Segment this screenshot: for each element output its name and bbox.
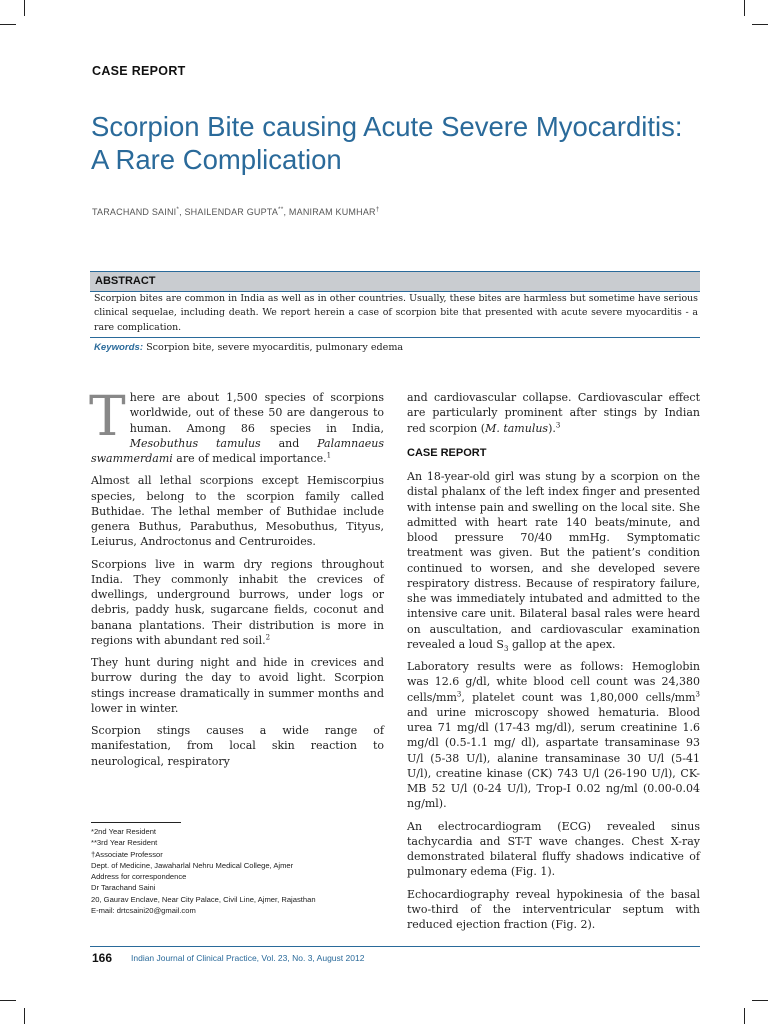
paragraph bbox=[407, 469, 700, 652]
crop-mark bbox=[0, 24, 16, 25]
text-run: , platelet count was 1,80,000 cells/mm bbox=[461, 690, 696, 704]
superscript: 3 bbox=[456, 689, 462, 698]
paragraph bbox=[407, 390, 700, 436]
crop-mark bbox=[752, 24, 768, 25]
author-name: SHAILENDAR GUPTA bbox=[184, 207, 279, 217]
left-column bbox=[89, 384, 384, 776]
journal-citation: Indian Journal of Clinical Practice, Vol. 23, No. 3, August 2012 bbox=[131, 953, 365, 963]
crop-mark bbox=[24, 0, 25, 16]
footnote-line: E-mail: drtcsaini20@gmail.com bbox=[91, 906, 196, 916]
paragraph bbox=[89, 384, 384, 466]
crop-mark bbox=[0, 1000, 16, 1001]
author-mark: ** bbox=[278, 206, 284, 213]
crop-mark bbox=[752, 1000, 768, 1001]
text-run: here are about 1,500 species of scorpions worldwide, out of these 50 are dangerous to human. Among 86 species in India, bbox=[129, 391, 384, 435]
author-list: TARACHAND SAINI*, SHAILENDAR GUPTA**, MANIRAM KUMHAR† bbox=[92, 206, 380, 217]
text-run: and bbox=[278, 436, 300, 450]
text-run: ). bbox=[548, 421, 556, 435]
superscript: 3 bbox=[695, 689, 700, 698]
author-mark: † bbox=[375, 206, 380, 213]
footnote-line: **3rd Year Resident bbox=[91, 838, 158, 848]
paragraph bbox=[91, 557, 384, 649]
text-run: and urine microscopy showed hematuria. Blood urea 71 mg/dl (17-43 mg/dl), serum creatinine 1.6 mg/dl (0.5-1.1 mg/ dl), aspartate transaminase 93 U/l (5-38 U/l), alanine transaminase 30 U/l (5-41 U/l), creatine kinase (CK) 743 U/l (26-190 U/l), CK-MB 52 U/l (0-24 U/l), Trop-I 0.02 ng/ml (0.00-0.04 ng/ml). bbox=[407, 705, 700, 811]
text-run: An 18-year-old girl was stung by a scorpion on the distal phalanx of the left index finger and presented with intense pain and swelling on the local site. She admitted with heart rate 140 beats/minute, and blood pressure 70/40 mmHg. Symptomatic treatment was given. But the patient’s condition continued to worsen, and she developed severe respiratory distress. Because of respiratory failure, she was immediately intubated and admitted to the intensive care unit. Bilateral basal rales were heard on auscultation, and cardiovascular examination revealed a loud S bbox=[407, 470, 700, 651]
page-number: 166 bbox=[92, 951, 113, 965]
right-column bbox=[407, 390, 700, 939]
reference-mark: 2 bbox=[265, 633, 271, 642]
author-name: TARACHAND SAINI bbox=[92, 207, 177, 217]
footnote-rule bbox=[91, 822, 181, 823]
footnote-line: *2nd Year Resident bbox=[91, 827, 157, 836]
paragraph bbox=[407, 659, 700, 812]
crop-mark bbox=[744, 0, 745, 16]
crop-mark bbox=[744, 1008, 745, 1024]
text-run: Laboratory results were as follows: Hemoglobin was 12.6 g/dl, white blood cell count was 24,380 cells/mm bbox=[407, 660, 700, 704]
keywords-label: Keywords: bbox=[94, 342, 144, 353]
species-name: Mesobuthus tamulus bbox=[129, 436, 261, 450]
article-title bbox=[91, 110, 731, 176]
footnote-line: Dept. of Medicine, Jawaharlal Nehru Medical College, Ajmer bbox=[91, 860, 294, 870]
paragraph: They hunt during night and hide in crevices and burrow during the day to avoid light. Scorpion stings increase dramatically in summer months and lower in winter. bbox=[91, 656, 384, 715]
text-run: Scorpions live in warm dry regions throughout India. They commonly inhabit the crevices of dwellings, underground burrows, under logs or debris, paddy husk, sugarcane fields, coconut and banana plantations. Their distribution is more in regions with abundant red soil. bbox=[91, 557, 384, 647]
reference-mark: 1 bbox=[326, 451, 332, 460]
case-report-heading: CASE REPORT bbox=[407, 446, 487, 459]
text-run: and cardiovascular collapse. Cardiovascular effect are particularly prominent after stings by Indian red scorpion ( bbox=[407, 391, 700, 435]
subscript: 3 bbox=[503, 644, 509, 653]
text-run: are of medical importance. bbox=[176, 452, 327, 465]
paragraph: An electrocardiogram (ECG) revealed sinus tachycardia and ST-T wave changes. Chest X-ray demonstrated bilateral fluffy shadows indicative of pulmonary edema (Fig. 1). bbox=[407, 819, 700, 879]
reference-mark: 3 bbox=[555, 420, 561, 429]
title-line-1: Scorpion Bite causing Acute Severe Myocarditis: bbox=[91, 111, 683, 142]
text-run: gallop at the apex. bbox=[511, 637, 616, 651]
abstract-heading-bar bbox=[90, 271, 700, 292]
footnote-line: †Associate Professor bbox=[91, 849, 163, 859]
crop-mark bbox=[24, 1008, 25, 1024]
section-label: CASE REPORT bbox=[92, 64, 186, 78]
keywords-text: Scorpion bite, severe myocarditis, pulmonary edema bbox=[146, 342, 404, 353]
footer-rule bbox=[90, 946, 700, 947]
species-name: Palamnaeus swammerdami bbox=[91, 436, 384, 465]
abstract-heading: ABSTRACT bbox=[95, 275, 156, 287]
drop-cap: T bbox=[89, 384, 126, 448]
author-name: MANIRAM KUMHAR bbox=[288, 207, 376, 217]
paragraph: Echocardiography reveal hypokinesia of the basal two-third of the interventricular septum with reduced ejection fraction (Fig. 2). bbox=[407, 887, 700, 931]
footnote-line: 20, Gaurav Enclave, Near City Palace, Civil Line, Ajmer, Rajasthan bbox=[91, 894, 316, 904]
keywords bbox=[94, 342, 403, 353]
footnotes bbox=[91, 826, 391, 916]
footnote-line: Dr Tarachand Saini bbox=[91, 883, 156, 893]
paragraph: Almost all lethal scorpions except Hemiscorpius species, belong to the scorpion family called Buthidae. The lethal member of Buthidae include genera Buthus, Parabuthus, Mesobuthus, Tityus, Leiurus, Androctonus and Centruroides. bbox=[91, 474, 384, 549]
species-name: M. tamulus bbox=[485, 421, 549, 435]
abstract-divider bbox=[90, 337, 700, 338]
paragraph: Scorpion stings causes a wide range of manifestation, from local skin reaction to neurological, respiratory bbox=[91, 724, 384, 768]
title-line-2: A Rare Complication bbox=[91, 144, 342, 175]
abstract-text: Scorpion bites are common in India as well as in other countries. Usually, these bites are harmless but sometime have serious clinical sequelae, including death. We report herein a case of scorpion bite that presented with acute severe myocarditis - a rare complication. bbox=[94, 293, 698, 333]
footnote-line: Address for correspondence bbox=[91, 872, 187, 882]
author-mark: * bbox=[176, 206, 180, 213]
